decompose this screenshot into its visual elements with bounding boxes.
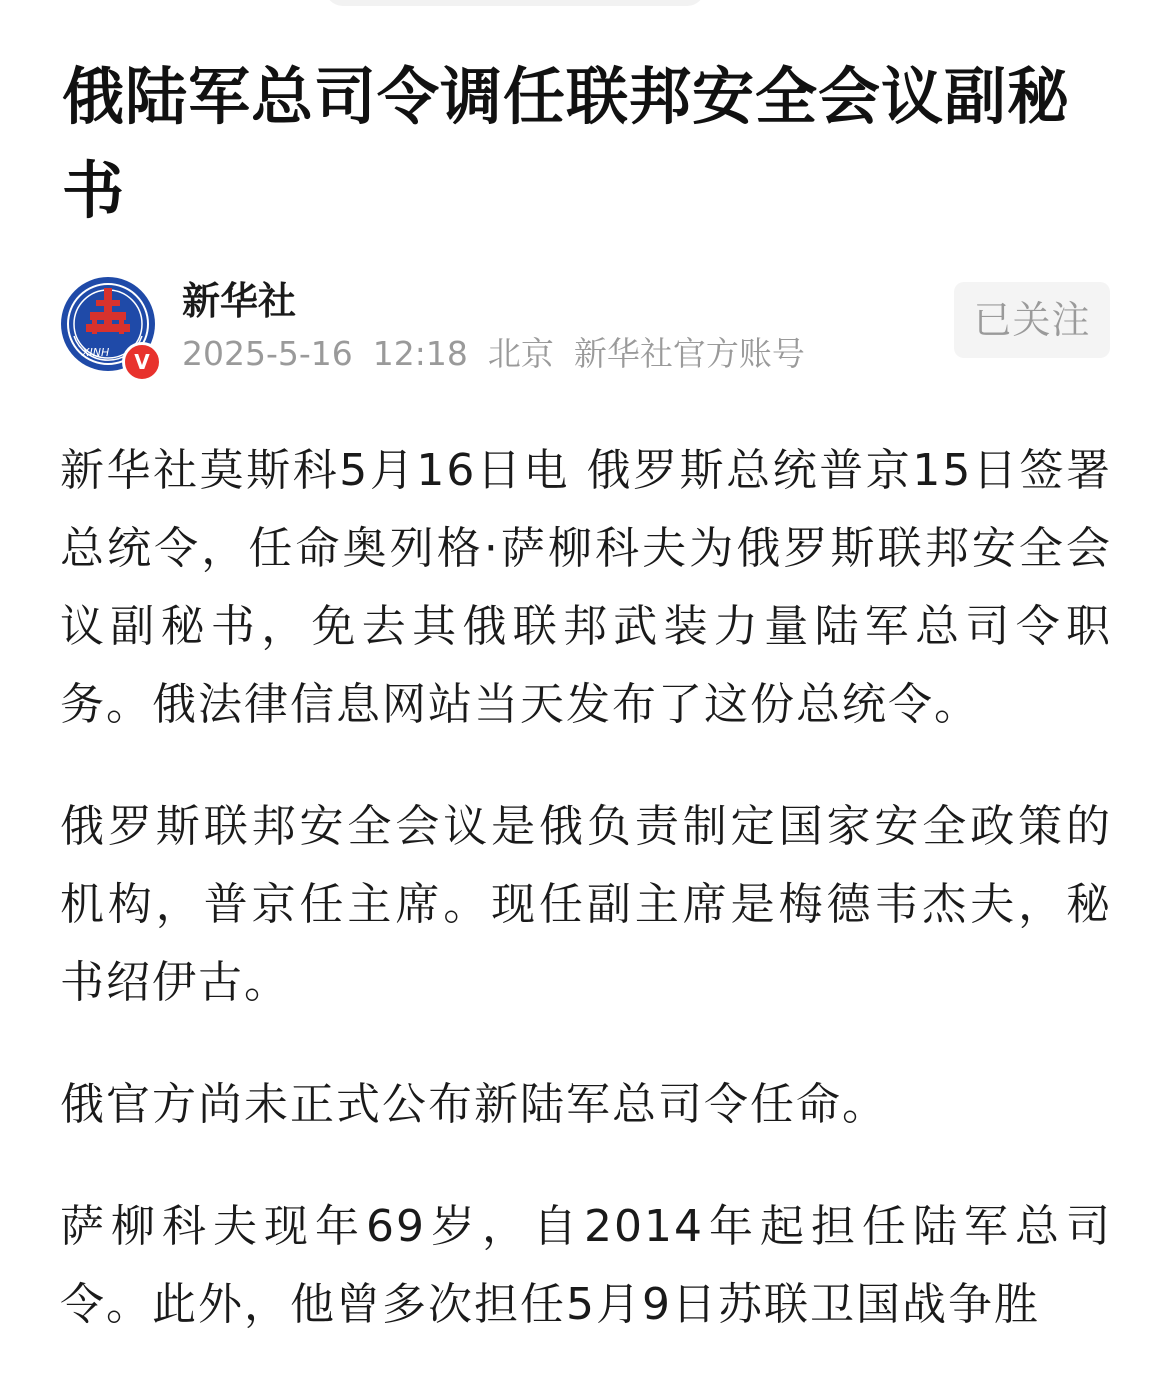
verified-badge-icon: V [122, 342, 162, 382]
paragraph: 萨柳科夫现年69岁，自2014年起担任陆军总司令。此外，他曾多次担任5月9日苏联卫国战争胜 [60, 1201, 1112, 1330]
follow-button[interactable]: 已关注 [954, 282, 1110, 358]
author-row [60, 272, 1110, 376]
publish-time: 12:18 [372, 334, 468, 373]
publish-date: 2025-5-16 [182, 334, 353, 373]
avatar-text: XINH [82, 346, 110, 359]
paragraph: 俄官方尚未正式公布新陆军总司令任命。 [60, 1079, 888, 1130]
author-name[interactable]: 新华社 [182, 279, 297, 323]
article-title: 俄陆军总司令调任联邦安全会议副秘书 [62, 60, 1071, 227]
paragraph: 俄罗斯联邦安全会议是俄负责制定国家安全政策的机构，普京任主席。现任副主席是梅德韦杰夫，秘书绍伊古。 [60, 801, 1112, 1008]
top-handle [325, 0, 705, 6]
article-meta [182, 332, 825, 376]
paragraph: 新华社莫斯科5月16日电 俄罗斯总统普京15日签署总统令，任命奥列格·萨柳科夫为俄罗斯联邦安全会议副秘书，免去其俄联邦武装力量陆军总司令职务。俄法律信息网站当天发布了这份总统令。 [60, 445, 1112, 730]
account-type: 新华社官方账号 [573, 334, 805, 373]
article-body [60, 432, 1112, 1388]
avatar[interactable] [60, 276, 156, 372]
publish-location: 北京 [487, 334, 554, 373]
